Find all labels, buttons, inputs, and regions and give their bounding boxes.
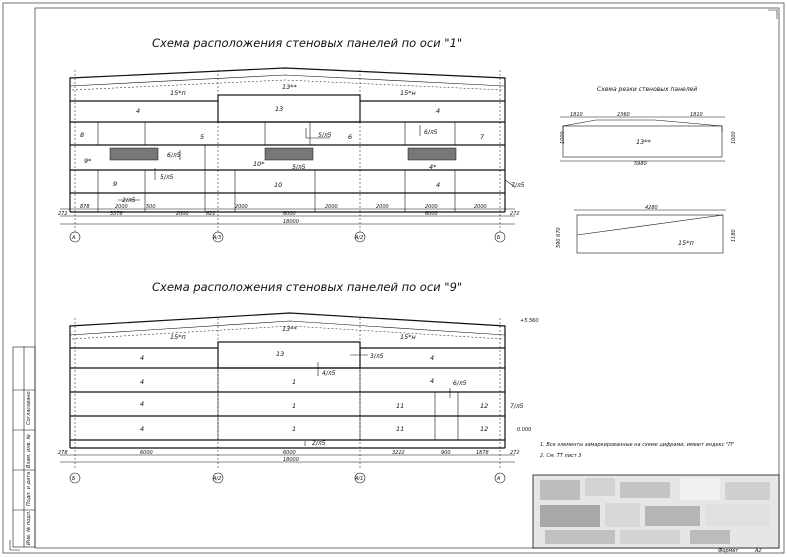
side-stamp-agreed: Согласовано: [26, 391, 32, 425]
axis9-a: А: [497, 476, 501, 482]
p9-leader-4l5: 4/л5: [322, 370, 336, 377]
format-value: А2: [755, 548, 762, 554]
dim-272-b: 272: [510, 211, 520, 217]
p9-dim-900: 900: [441, 450, 451, 456]
cut-dim-side-a: 1000: [560, 131, 566, 144]
axis-b: Б: [497, 235, 501, 241]
format-label: Формат: [718, 548, 739, 554]
corner-mark: [768, 10, 777, 19]
axis9-a2: А/2: [213, 476, 222, 482]
p9-dim-6000-a: 6000: [140, 450, 153, 456]
dim-18000: 18000: [283, 219, 299, 225]
leader-5l5: 5/л5: [318, 132, 332, 139]
cut-scheme-title: Схема резки стеновых панелей: [597, 86, 698, 93]
elev-top: +5.560: [520, 318, 539, 324]
panel-10: 10: [274, 181, 283, 189]
dim-2000-g: 2000: [176, 211, 189, 217]
axis9-b: Б: [72, 476, 76, 482]
p9-dim-1878: 1878: [476, 450, 489, 456]
panel-6: 6: [348, 133, 353, 141]
p9-15n: 15*н: [400, 333, 416, 341]
leader-6l5-a: 6/л5: [424, 129, 438, 136]
dim-3378: 3378: [110, 211, 123, 217]
dim-2000-d: 2000: [376, 204, 389, 210]
p9-dim-18000: 18000: [283, 457, 299, 463]
dim-6000-a: 6000: [283, 211, 296, 217]
axis-markers-9: [70, 473, 505, 483]
leader-5l5-c: 5/л5: [160, 174, 174, 181]
dim-622: 622: [206, 211, 216, 217]
p9-r1-mid: 13: [276, 350, 285, 358]
elevation-axis-1: [70, 68, 505, 232]
dim-2000-e: 2000: [425, 204, 438, 210]
p9-r4-left: 4: [140, 425, 145, 433]
cut-dim-4280: 4280: [645, 205, 658, 211]
panel-9: 9: [113, 180, 118, 188]
dim-878: 878: [80, 204, 90, 210]
p9-dim-272: 272: [510, 450, 520, 456]
p9-leader-6l5: 6/л5: [453, 380, 467, 387]
side-stamp: [13, 347, 35, 547]
p9-r3-a: 11: [396, 402, 405, 410]
corner-mark: [10, 540, 20, 550]
panel-4b: 4: [436, 181, 441, 189]
cut-panel2-left: 590 670: [556, 227, 562, 248]
p9-r3-b: 12: [480, 402, 489, 410]
elevation-axis-9: [70, 313, 505, 468]
elev-bottom: 0.000: [517, 427, 532, 433]
title-axis-9: Схема расположения стеновых панелей по оси "9": [152, 280, 463, 294]
p9-r1-right: 4: [430, 354, 435, 362]
dim-2000-f: 2000: [474, 204, 487, 210]
leader-7l5: 7/л5: [511, 182, 525, 189]
cut-dim-1810-b: 1810: [690, 112, 703, 118]
panel-15p: 15*п: [170, 89, 186, 97]
title-axis-1: Схема расположения стеновых панелей по оси "1": [152, 36, 463, 50]
axis-markers-1: [70, 232, 505, 242]
p9-15p: 15*п: [170, 333, 186, 341]
leader-2l5: 2/л5: [122, 197, 136, 204]
dim-2000-c: 2000: [325, 204, 338, 210]
p9-r4-a: 11: [396, 425, 405, 433]
p9-r1-left: 4: [140, 354, 145, 362]
cut-dim-1810-a: 1810: [570, 112, 583, 118]
p9-dim-6000-b: 6000: [283, 450, 296, 456]
p9-r4-mid: 1: [292, 425, 297, 433]
title-block: [533, 475, 779, 548]
panel-4s: 4*: [429, 163, 437, 171]
dim-6000-b: 6000: [425, 211, 438, 217]
note-1: 1. Все элементы замаркированные на схеме цифрами, имеют индекс "П": [540, 442, 735, 448]
p9-leader-7l5: 7/л5: [510, 403, 524, 410]
p9-leader-2l5: 2/л5: [312, 440, 326, 447]
panel-7: 7: [480, 133, 485, 141]
note-2: 2. См. ТТ лист 3: [540, 453, 582, 459]
side-stamp-sign: Подп. и дата: [26, 471, 32, 506]
cut-dim-2360: 2360: [617, 112, 630, 118]
panel-8: 8: [80, 131, 85, 139]
p9-r3-left: 4: [140, 400, 145, 408]
panel-13-top: 13**: [282, 83, 297, 91]
p9-r3-mid: 1: [292, 402, 297, 410]
panel-9s: 9*: [84, 157, 92, 165]
panel-13: 13: [275, 105, 284, 113]
panel-10s: 10*: [253, 160, 265, 168]
panel-15n: 15*н: [400, 89, 416, 97]
p9-dim-3222: 3222: [392, 450, 405, 456]
panel-4-right: 4: [436, 107, 441, 115]
dim-2000-b: 2000: [235, 204, 248, 210]
cut-dim-side-b: 1000: [731, 131, 737, 144]
leader-6l5-b: 6/л5: [167, 152, 181, 159]
axis-a3: А/3: [213, 235, 222, 241]
dim-500: 500: [146, 204, 156, 210]
cut-panel-label: 13**: [636, 138, 651, 146]
axis-a2: А/2: [355, 235, 364, 241]
cut-panel2-right: 1180: [731, 229, 737, 242]
dim-2000-a: 2000: [115, 204, 128, 210]
axis-a: А: [72, 235, 76, 241]
p9-r2-left: 4: [140, 378, 145, 386]
p9-13top: 13**: [282, 325, 297, 333]
axis9-a1: А/1: [355, 476, 364, 482]
side-stamp-replace: Взам. инв. №: [26, 434, 32, 468]
panel-4-left: 4: [136, 107, 141, 115]
p9-r2-mid: 1: [292, 378, 297, 386]
cut-dim-5980: 5980: [634, 161, 647, 167]
p9-leader-3l5: 3/л5: [370, 353, 384, 360]
panel-5: 5: [200, 133, 205, 141]
side-stamp-inventory: Инв. № подл.: [26, 510, 32, 545]
cut-panel2-label: 15*п: [678, 239, 694, 247]
p9-dim-278: 278: [58, 450, 68, 456]
cut-scheme-panel-2: [574, 210, 726, 253]
p9-r2-right: 4: [430, 377, 435, 385]
p9-r4-b: 12: [480, 425, 489, 433]
dim-272-a: 272: [58, 211, 68, 217]
leader-5l5-b: 5/л5: [292, 164, 306, 171]
